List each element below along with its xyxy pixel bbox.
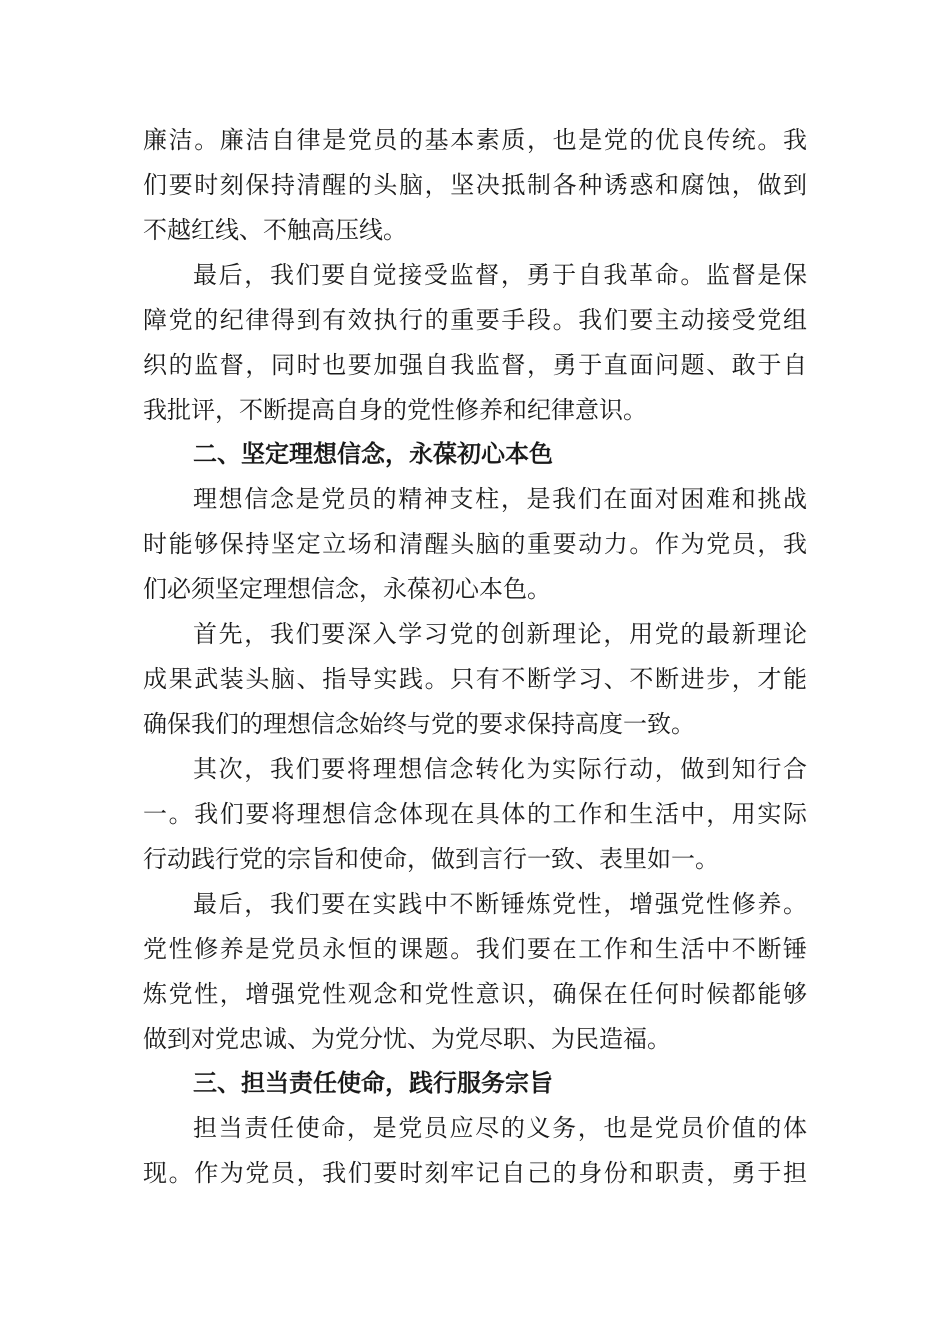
text-line: 我批评，不断提高自身的党性修养和纪律意识。 [143,396,647,424]
section-heading: 三、担当责任使命，践行服务宗旨 [193,1069,553,1097]
text-line: 做到对党忠诚、为党分忧、为党尽职、为民造福。 [143,1025,671,1053]
text-line: 行动践行党的宗旨和使命，做到言行一致、表里如一。 [143,845,719,873]
text-line: 们要时刻保持清醒的头脑，坚决抵制各种诱惑和腐蚀，做到 [143,171,807,199]
text-line: 成果武装头脑、指导实践。只有不断学习、不断进步，才能 [143,665,807,693]
paragraph-first-line: 理想信念是党员的精神支柱，是我们在面对困难和挑战 [193,485,807,513]
text-line: 廉洁。廉洁自律是党员的基本素质，也是党的优良传统。我 [143,126,807,154]
text-line: 确保我们的理想信念始终与党的要求保持高度一致。 [143,710,695,738]
text-line: 们必须坚定理想信念，永葆初心本色。 [143,575,551,603]
paragraph-first-line: 首先，我们要深入学习党的创新理论，用党的最新理论 [193,620,807,648]
text-line: 不越红线、不触高压线。 [143,216,407,244]
text-line: 一。我们要将理想信念体现在具体的工作和生活中，用实际 [143,800,807,828]
paragraph-first-line: 担当责任使命，是党员应尽的义务，也是党员价值的体 [193,1114,807,1142]
text-line: 织的监督，同时也要加强自我监督，勇于直面问题、敢于自 [143,351,807,379]
text-line: 炼党性，增强党性观念和党性意识，确保在任何时候都能够 [143,980,807,1008]
text-line: 障党的纪律得到有效执行的重要手段。我们要主动接受党组 [143,306,807,334]
paragraph-first-line: 最后，我们要自觉接受监督，勇于自我革命。监督是保 [193,261,807,289]
text-line: 党性修养是党员永恒的课题。我们要在工作和生活中不断锤 [143,935,807,963]
text-line: 时能够保持坚定立场和清醒头脑的重要动力。作为党员，我 [143,530,807,558]
section-heading: 二、坚定理想信念，永葆初心本色 [193,440,553,468]
text-line: 现。作为党员，我们要时刻牢记自己的身份和职责，勇于担 [143,1159,807,1187]
paragraph-first-line: 其次，我们要将理想信念转化为实际行动，做到知行合 [193,755,807,783]
paragraph-first-line: 最后，我们要在实践中不断锤炼党性，增强党性修养。 [193,890,807,918]
